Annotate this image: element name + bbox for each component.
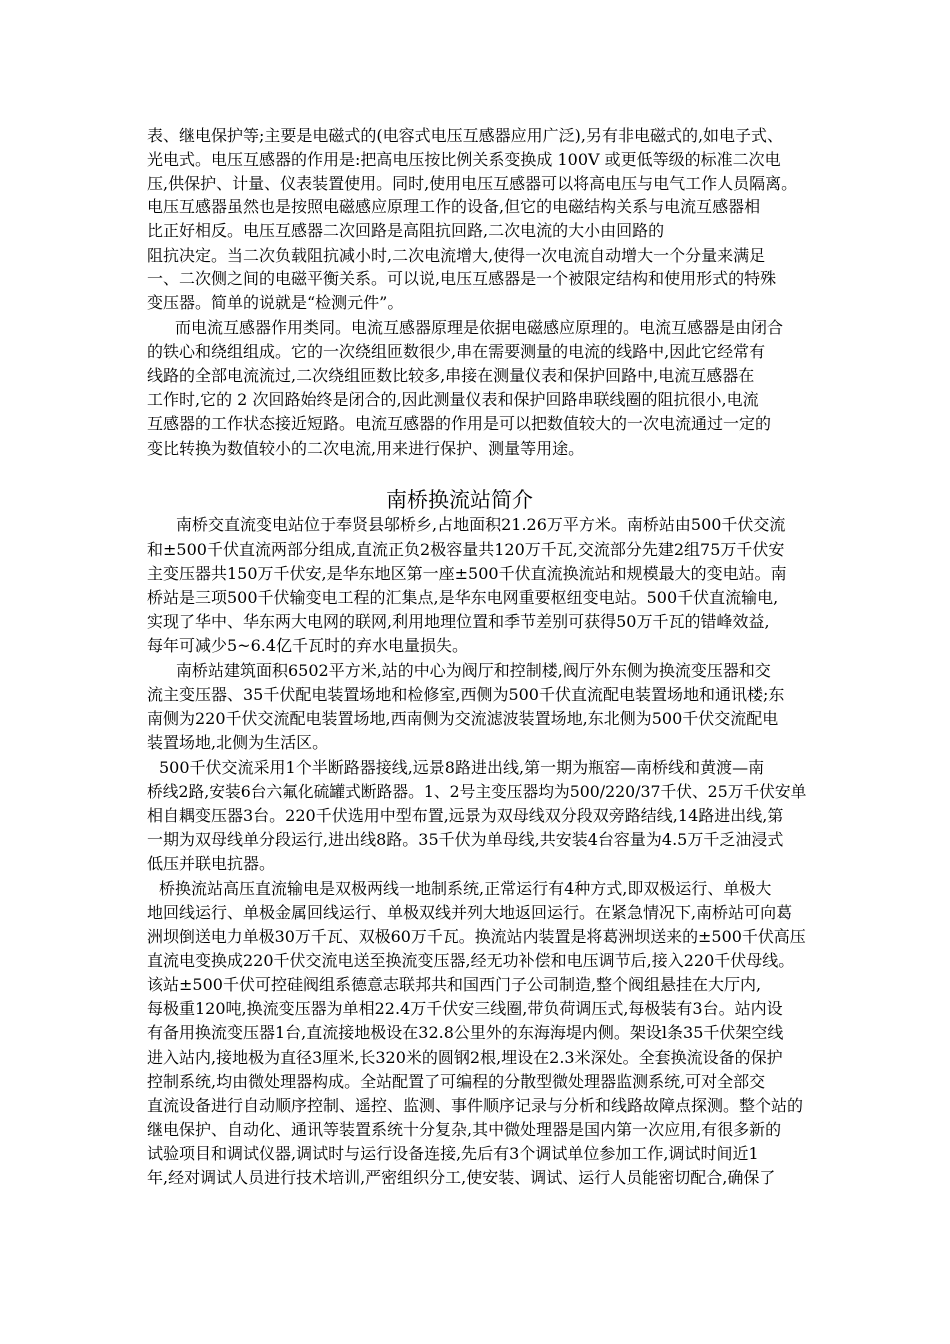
- section-text-line: 桥站是三项500千伏输变电工程的汇集点,是华东电网重要枢纽变电站。500千伏直流输电,: [147, 588, 779, 607]
- section-text-line: 有备用换流变压器1台,直流接地极设在32.8公里外的东海海堤内侧。架设l条35千伏架空线: [147, 1023, 784, 1042]
- section-text-line: 每极重120吨,换流变压器为单相22.4万千伏安三线圈,带负荷调压式,每极装有3台。站内设: [147, 999, 783, 1018]
- text-line: 变比转换为数值较小的二次电流,用来进行保护、测量等用途。: [147, 439, 585, 458]
- section-text-line: 每年可减少5~6.4亿千瓦时的弃水电量损失。: [147, 636, 469, 655]
- section-text-line: 南桥站建筑面积6502平方米,站的中心为阀厅和控制楼,阀厅外东侧为换流变压器和交: [176, 661, 771, 680]
- section-text-line: 继电保护、自动化、通讯等装置系统十分复杂,其中微处理器是国内第一次应用,有很多新的: [147, 1120, 782, 1139]
- section-text-line: 相自耦变压器3台。220千伏选用中型布置,远景为双母线双分段双旁路结线,14路进出线,第: [147, 806, 784, 825]
- section-text-line: 洲坝倒送电力单极30万千瓦、双极60万千瓦。换流站内装置是将葛洲坝送来的±500千伏高压: [147, 927, 806, 946]
- section-text-line: 主变压器共150万千伏安,是华东地区第一座±500千伏直流换流站和规模最大的变电站。南: [147, 564, 787, 583]
- text-line: 的铁心和绕组组成。它的一次绕组匝数很少,串在需要测量的电流的线路中,因此它经常有: [147, 342, 766, 361]
- section-text-line: 实现了华中、华东两大电网的联网,利用地理位置和季节差别可获得50万千瓦的错峰效益,: [147, 612, 770, 631]
- section-text-line: 一期为双母线单分段运行,进出线8路。35千伏为单母线,共安装4台容量为4.5万千乏油浸式: [147, 830, 784, 849]
- text-line: 工作时,它的 2 次回路始终是闭合的,因此测量仪表和保护回路串联线圈的阻抗很小,电流: [147, 390, 759, 409]
- section-text-line: 直流设备进行自动顺序控制、遥控、监测、事件顺序记录与分析和线路故障点探测。整个站的: [147, 1096, 804, 1115]
- text-line: 表、继电保护等;主要是电磁式的(电容式电压互感器应用广泛),另有非电磁式的,如电子式、: [147, 126, 784, 145]
- text-line: 而电流互感器作用类同。电流互感器原理是依据电磁感应原理的。电流互感器是由闭合: [175, 318, 784, 337]
- section-text-line: 南桥交直流变电站位于奉贤县邬桥乡,占地面积21.26万平方米。南桥站由500千伏交流: [176, 515, 786, 534]
- text-line: 一、二次侧之间的电磁平衡关系。可以说,电压互感器是一个被限定结构和使用形式的特殊: [147, 269, 777, 288]
- section-text-line: 南侧为220千伏交流配电装置场地,西南侧为交流滤波装置场地,东北侧为500千伏交流配电: [147, 709, 779, 728]
- section-text-line: 地回线运行、单极金属回线运行、单极双线并列大地返回运行。在紧急情况下,南桥站可向葛: [147, 903, 793, 922]
- section-title: 南桥换流站简介: [386, 488, 533, 512]
- text-line: 比正好相反。电压互感器二次回路是高阻抗回路,二次电流的大小由回路的: [147, 221, 665, 240]
- text-line: 光电式。电压互感器的作用是:把高电压按比例关系变换成 100V 或更低等级的标准二次电: [147, 150, 781, 169]
- section-text-line: 装置场地,北侧为生活区。: [147, 733, 329, 752]
- section-text-line: 桥线2路,安装6台六氟化硫罐式断路器。1、2号主变压器均为500/220/37千伏、25万千伏安单: [147, 782, 807, 801]
- section-text-line: 控制系统,均由微处理器构成。全站配置了可编程的分散型微处理器监测系统,可对全部交: [147, 1072, 766, 1091]
- section-text-line: 和±500千伏直流两部分组成,直流正负2极容量共120万千瓦,交流部分先建2组75万千伏安: [147, 540, 785, 559]
- section-text-line: 500千伏交流采用1个半断路器接线,远景8路进出线,第一期为瓶窑—南桥线和黄渡—南: [159, 758, 765, 777]
- section-text-line: 进入站内,接地极为直径3厘米,长320米的圆钢2根,埋设在2.3米深处。全套换流设备的保护: [147, 1048, 783, 1067]
- text-line: 互感器的工作状态接近短路。电流互感器的作用是可以把数值较大的一次电流通过一定的: [147, 414, 772, 433]
- text-line: 电压互感器虽然也是按照电磁感应原理工作的设备,但它的电磁结构关系与电流互感器相: [147, 197, 761, 216]
- text-line: 阻抗决定。当二次负载阻抗减小时,二次电流增大,使得一次电流自动增大一个分量来满足: [147, 246, 766, 265]
- text-line: 压,供保护、计量、仪表装置使用。同时,使用电压互感器可以将高电压与电气工作人员隔离。: [147, 174, 798, 193]
- section-text-line: 流主变压器、35千伏配电装置场地和检修室,西侧为500千伏直流配电装置场地和通讯楼;东: [147, 685, 785, 704]
- text-line: 变压器。简单的说就是“检测元件”。: [147, 293, 404, 312]
- section-text-line: 年,经对调试人员进行技术培训,严密组织分工,使安装、调试、运行人员能密切配合,确保了: [147, 1168, 776, 1187]
- text-line: 线路的全部电流流过,二次绕组匝数比较多,串接在测量仪表和保护回路中,电流互感器在: [147, 366, 755, 385]
- section-text-line: 低压并联电抗器。: [147, 854, 276, 873]
- section-text-line: 直流电变换成220千伏交流电送至换流变压器,经无功补偿和电压调节后,接入220千伏母线。: [147, 951, 795, 970]
- section-text-line: 桥换流站高压直流输电是双极两线一地制系统,正常运行有4种方式,即双极运行、单极大: [159, 879, 772, 898]
- section-text-line: 试验项目和调试仪器,调试时与运行设备连接,先后有3个调试单位参加工作,调试时间近1: [147, 1144, 759, 1163]
- section-text-line: 该站±500千伏可控硅阀组系德意志联邦共和国西门子公司制造,整个阀组悬挂在大厅内,: [147, 975, 762, 994]
